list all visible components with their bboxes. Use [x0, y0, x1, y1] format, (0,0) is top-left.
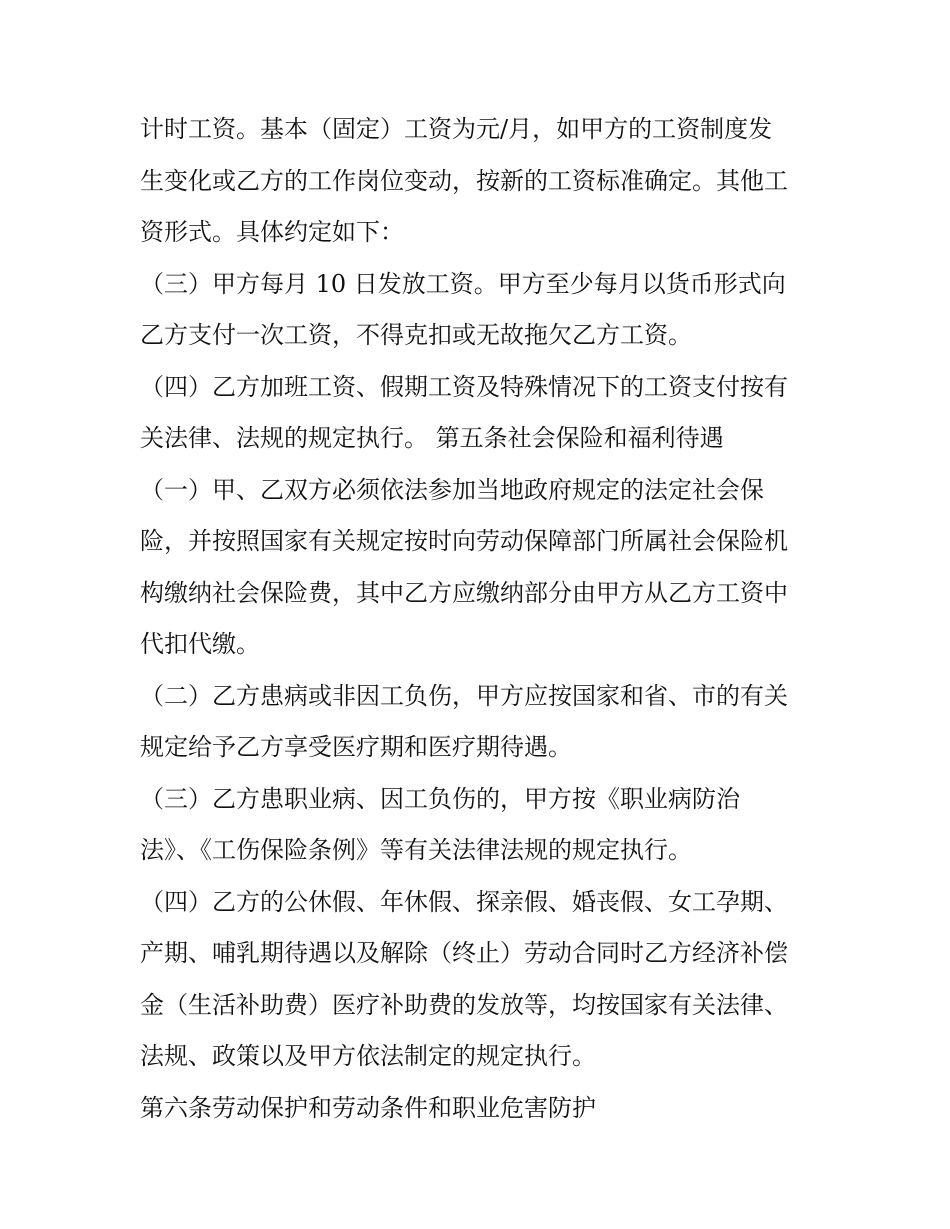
text-line: 生变化或乙方的工作岗位变动，按新的工资标准确定。其他工 — [140, 166, 788, 195]
text-line: （四）乙方的公休假、年休假、探亲假、婚丧假、女工孕期、 — [140, 887, 788, 916]
text-line: 代扣代缴。 — [140, 630, 260, 658]
text-line: 险，并按照国家有关规定按时向劳动保障部门所属社会保险机 — [140, 527, 788, 555]
section-heading: 第六条劳动保护和劳动条件和职业危害防护 — [140, 1093, 596, 1122]
text-line: 规定给予乙方享受医疗期和医疗期待遇。 — [140, 733, 572, 761]
text-line: （二）乙方患病或非因工负伤，甲方应按国家和省、市的有关 — [140, 681, 788, 710]
text-line: 金（生活补助费）医疗补助费的发放等，均按国家有关法律、 — [140, 990, 788, 1019]
text-line: （四）乙方加班工资、假期工资及特殊情况下的工资支付按有 — [140, 372, 788, 401]
text-line: （三）甲方每月 10 日发放工资。甲方至少每月以货币形式向 — [140, 269, 786, 298]
text-line: （三）乙方患职业病、因工负伤的，甲方按《职业病防治 — [140, 784, 740, 813]
text-line: 计时工资。基本（固定）工资为元/月，如甲方的工资制度发 — [140, 115, 773, 143]
text-line: 法规、政策以及甲方依法制定的规定执行。 — [140, 1042, 596, 1070]
text-line: （一）甲、乙双方必须依法参加当地政府规定的法定社会保 — [140, 475, 764, 504]
text-line: 构缴纳社会保险费，其中乙方应缴纳部分由甲方从乙方工资中 — [140, 578, 788, 607]
contract-body-text — [140, 104, 830, 1134]
text-line: 法》、《工伤保险条例》等有关法律法规的规定执行。 — [140, 836, 692, 864]
text-line: 资形式。具体约定如下： — [140, 218, 404, 246]
text-line: 产期、哺乳期待遇以及解除（终止）劳动合同时乙方经济补偿 — [140, 939, 788, 967]
text-line: 乙方支付一次工资，不得克扣或无故拖欠乙方工资。 — [140, 321, 692, 349]
text-line: 关法律、法规的规定执行。 第五条社会保险和福利待遇 — [140, 424, 724, 452]
